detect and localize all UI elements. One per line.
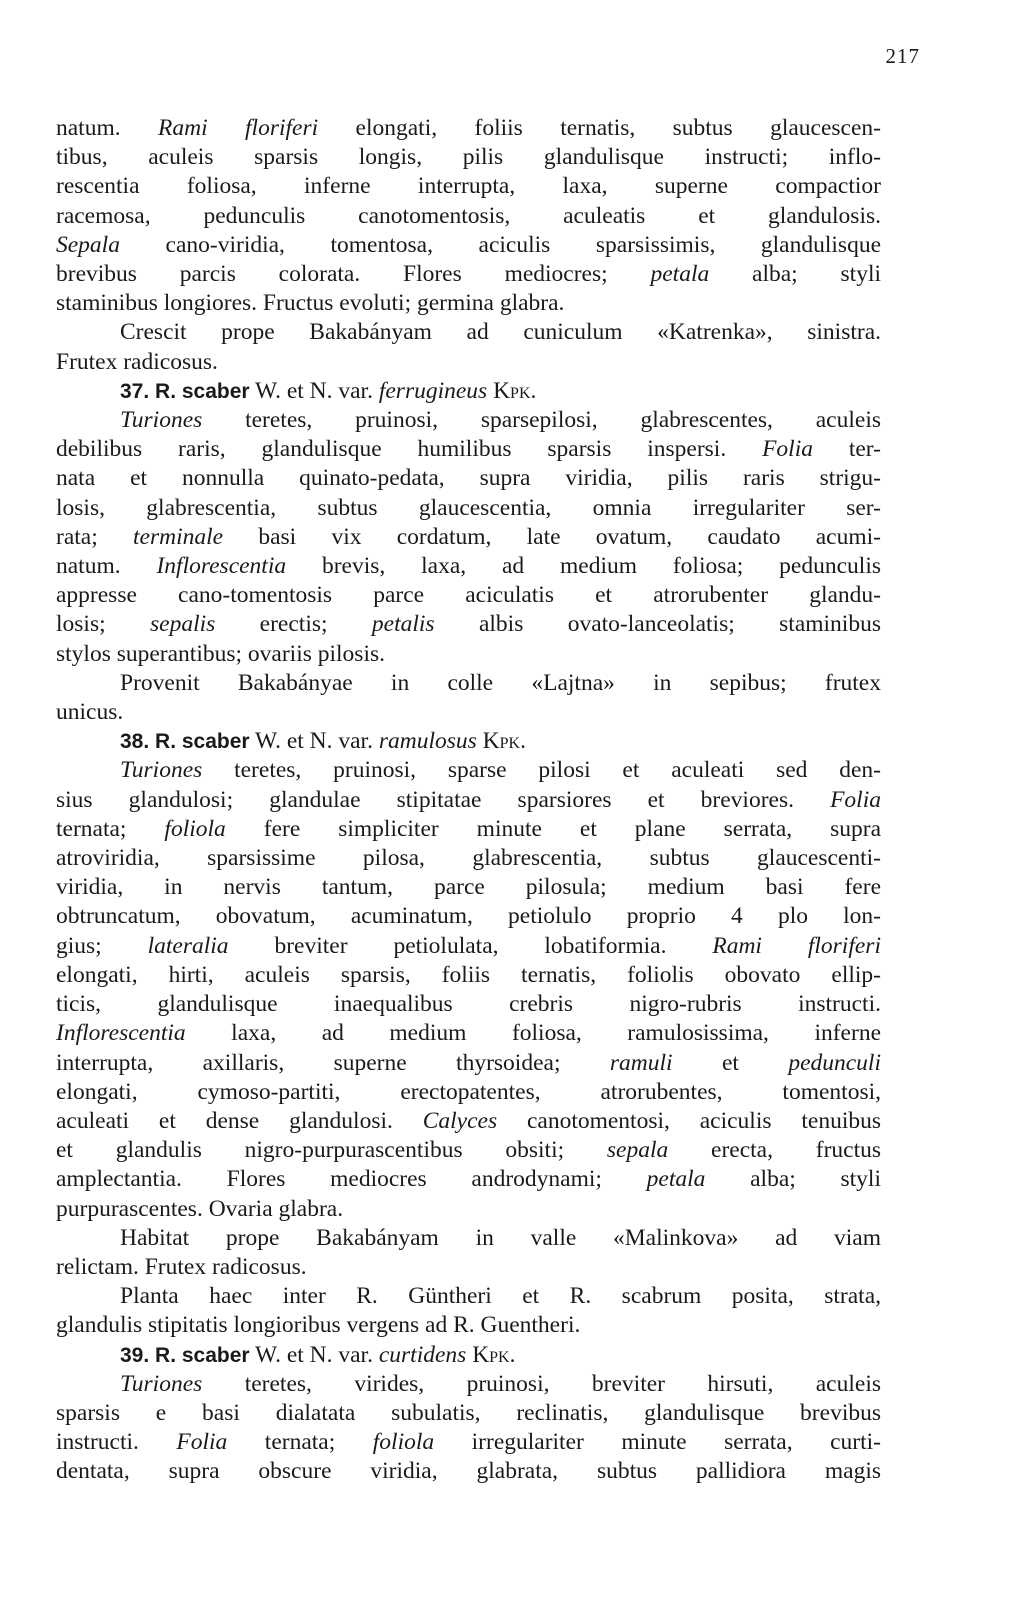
text-segment: Kpk. xyxy=(472,1341,516,1368)
text-line xyxy=(56,435,881,464)
text-line xyxy=(56,1370,881,1399)
text-segment: teretes, virides, pruinosi, breviter hirsuti, aculeis xyxy=(202,1370,881,1397)
text-segment: Crescit prope Bakabányam ad cuniculum «Katrenka», sinistra. xyxy=(120,319,881,346)
text-segment: et glandulis nigro-purpurascentibus obsiti; xyxy=(56,1137,607,1164)
text-line xyxy=(56,231,881,260)
italic-term: foliola xyxy=(164,815,226,842)
text-line xyxy=(56,1399,881,1428)
text-segment: Frutex radicosus. xyxy=(56,348,218,375)
italic-term: Inflorescentia xyxy=(156,553,287,580)
text-line xyxy=(56,727,881,756)
text-segment: ticis, glandulisque inaequalibus crebris nigro-rubris instructi. xyxy=(56,991,881,1018)
text-segment: Provenit Bakabányae in colle «Lajtna» in sepibus; frutex xyxy=(120,669,881,696)
text-segment: fere simpliciter minute et plane serrata, supra xyxy=(225,815,881,842)
text-segment: erectis; xyxy=(215,611,372,638)
text-line xyxy=(56,698,881,727)
text-line xyxy=(56,756,881,785)
text-line xyxy=(56,260,881,289)
text-segment: brevibus parcis colorata. Flores mediocres; xyxy=(56,261,651,288)
italic-term: sepala xyxy=(606,1137,669,1164)
text-segment: appresse cano-tomentosis parce aciculatis et atrorubenter glandu- xyxy=(56,582,881,609)
text-line xyxy=(56,114,881,143)
italic-term: Calyces xyxy=(422,1107,498,1134)
text-segment: teretes, pruinosi, sparse pilosi et aculeati sed den- xyxy=(202,757,881,784)
text-line xyxy=(56,1428,881,1457)
text-line xyxy=(56,640,881,669)
text-segment: relictam. Frutex radicosus. xyxy=(56,1253,307,1280)
text-line xyxy=(56,1107,881,1136)
text-segment: teretes, pruinosi, sparsepilosi, glabrescentes, aculeis xyxy=(202,407,881,434)
text-line xyxy=(56,1224,881,1253)
text-segment: natum. xyxy=(56,553,157,580)
text-line xyxy=(56,377,881,406)
text-line xyxy=(56,961,881,990)
italic-term: curtidens xyxy=(378,1341,467,1368)
text-segment: ternata; xyxy=(56,815,165,842)
text-segment: Kpk. xyxy=(482,728,526,755)
text-segment: ter- xyxy=(812,436,881,463)
text-segment: Habitat prope Bakabányam in valle «Malinkova» ad viam xyxy=(120,1224,881,1251)
text-segment: debilibus raris, glandulisque humilibus sparsis inspersi. xyxy=(56,436,763,463)
text-segment: losis, glabrescentia, subtus glaucescentia, omnia irregulariter ser- xyxy=(56,494,881,521)
text-segment: basi vix cordatum, late ovatum, caudato acumi- xyxy=(223,523,881,550)
italic-term: Folia xyxy=(830,786,881,813)
italic-term: terminale xyxy=(133,523,224,550)
text-line xyxy=(56,1049,881,1078)
text-line xyxy=(56,902,881,931)
text-line xyxy=(56,1457,881,1486)
text-line xyxy=(56,464,881,493)
text-segment: stylos superantibus; ovariis pilosis. xyxy=(56,640,385,667)
text-segment: laxa, ad medium foliosa, ramulosissima, inferne xyxy=(185,1020,881,1047)
text-segment: dentata, supra obscure viridia, glabrata, subtus pallidiora magis xyxy=(56,1458,881,1485)
text-line xyxy=(56,202,881,231)
italic-term: Sepala xyxy=(56,231,120,258)
text-segment: ternata; xyxy=(227,1429,373,1456)
italic-term: Folia xyxy=(176,1429,228,1456)
text-segment: unicus. xyxy=(56,699,124,726)
text-line xyxy=(56,1195,881,1224)
text-line xyxy=(56,348,881,377)
text-segment: W. et N. var. xyxy=(249,1341,379,1368)
italic-term: ramulosus xyxy=(378,728,477,755)
text-line xyxy=(56,581,881,610)
italic-term: petalis xyxy=(371,611,435,638)
entry-heading: 37. R. scaber xyxy=(120,379,250,403)
entry-heading: 39. R. scaber xyxy=(120,1343,250,1367)
text-segment: staminibus longiores. Fructus evoluti; germina glabra. xyxy=(56,290,565,317)
text-line xyxy=(56,318,881,347)
text-segment: breviter petiolulata, lobatiformia. xyxy=(228,932,713,959)
italic-term: sepalis xyxy=(150,611,216,638)
italic-term: lateralia xyxy=(147,932,229,959)
text-line xyxy=(56,610,881,639)
text-segment: viridia, in nervis tantum, parce pilosula; medium basi fere xyxy=(56,874,881,901)
text-segment: albis ovato-lanceolatis; staminibus xyxy=(434,611,881,638)
text-segment: aculeati et dense glandulosi. xyxy=(56,1107,423,1134)
italic-term: Turiones xyxy=(120,757,203,784)
text-segment: W. et N. var. xyxy=(249,728,379,755)
text-line xyxy=(56,1019,881,1048)
text-segment: brevis, laxa, ad medium foliosa; pedunculis xyxy=(286,553,881,580)
text-segment: rata; xyxy=(56,523,134,550)
text-segment: elongati, hirti, aculeis sparsis, foliis ternatis, foliolis obovato ellip- xyxy=(56,961,881,988)
text-segment: irregulariter minute serrata, curti- xyxy=(434,1429,881,1456)
text-segment: alba; styli xyxy=(705,1166,881,1193)
text-segment: sparsis e basi dialatata subulatis, reclinatis, glandulisque brevibus xyxy=(56,1399,881,1426)
italic-term: ramuli xyxy=(609,1049,673,1076)
text-line xyxy=(56,172,881,201)
text-line xyxy=(56,1165,881,1194)
text-line xyxy=(56,1078,881,1107)
text-segment: amplectantia. Flores mediocres androdynami; xyxy=(56,1166,647,1193)
text-line xyxy=(56,844,881,873)
text-segment: glandulis stipitatis longioribus vergens ad R. Guentheri. xyxy=(56,1312,581,1339)
text-line xyxy=(56,990,881,1019)
text-line xyxy=(56,494,881,523)
italic-term: pedunculi xyxy=(788,1049,881,1076)
text-segment: interrupta, axillaris, superne thyrsoidea; xyxy=(56,1049,610,1076)
text-segment: alba; styli xyxy=(709,261,881,288)
text-segment: canotomentosi, aciculis tenuibus xyxy=(497,1107,881,1134)
text-segment: purpurascentes. Ovaria glabra. xyxy=(56,1195,344,1222)
text-segment: instructi. xyxy=(56,1429,177,1456)
text-line xyxy=(56,873,881,902)
text-segment: erecta, fructus xyxy=(668,1137,881,1164)
italic-term: Inflorescentia xyxy=(56,1020,186,1047)
text-segment: cano-viridia, tomentosa, aciculis sparsissimis, glandulisque xyxy=(119,231,881,258)
text-line xyxy=(56,815,881,844)
text-line xyxy=(56,1311,881,1340)
italic-term: petala xyxy=(650,261,710,288)
text-segment: elongati, foliis ternatis, subtus glaucescen- xyxy=(318,115,881,141)
italic-term: Rami floriferi xyxy=(712,932,881,959)
text-line xyxy=(56,552,881,581)
text-segment: obtruncatum, obovatum, acuminatum, petiolulo proprio 4 plo lon- xyxy=(56,903,881,930)
page-number: 217 xyxy=(885,44,920,68)
italic-term: petala xyxy=(646,1166,706,1193)
text-segment: losis; xyxy=(56,611,151,638)
text-line xyxy=(56,669,881,698)
text-segment: sius glandulosi; glandulae stipitatae sparsiores et breviores. xyxy=(56,786,831,813)
italic-term: Folia xyxy=(762,436,813,463)
text-segment: nata et nonnulla quinato-pedata, supra viridia, pilis raris strigu- xyxy=(56,465,881,492)
entry-heading: 38. R. scaber xyxy=(120,730,250,754)
text-segment: atroviridia, sparsissime pilosa, glabrescentia, subtus glaucescenti- xyxy=(56,845,881,872)
italic-term: Turiones xyxy=(120,407,203,434)
text-line xyxy=(56,143,881,172)
text-line xyxy=(56,1136,881,1165)
text-segment: W. et N. var. xyxy=(249,377,379,404)
text-segment: tibus, aculeis sparsis longis, pilis glandulisque instructi; inflo- xyxy=(56,144,881,171)
text-line xyxy=(56,786,881,815)
text-line xyxy=(56,932,881,961)
text-line xyxy=(56,406,881,435)
body-text xyxy=(56,114,881,1487)
text-line xyxy=(56,1253,881,1282)
text-line xyxy=(56,523,881,552)
text-line xyxy=(56,289,881,318)
italic-term: ferrugineus xyxy=(378,377,488,404)
italic-term: foliola xyxy=(372,1429,435,1456)
text-segment: elongati, cymoso-partiti, erectopatentes, atrorubentes, tomentosi, xyxy=(56,1078,881,1105)
italic-term: Rami floriferi xyxy=(158,115,319,141)
text-line xyxy=(56,1282,881,1311)
text-segment: rescentia foliosa, inferne interrupta, laxa, superne compactior xyxy=(56,173,881,200)
text-segment: natum. xyxy=(56,115,159,141)
text-segment: racemosa, pedunculis canotomentosis, aculeatis et glandulosis. xyxy=(56,202,881,229)
text-segment: Kpk. xyxy=(493,377,537,404)
text-segment: gius; xyxy=(56,932,148,959)
text-line xyxy=(56,1341,881,1370)
text-segment: et xyxy=(672,1049,789,1076)
italic-term: Turiones xyxy=(120,1370,203,1397)
text-segment: Planta haec inter R. Güntheri et R. scabrum posita, strata, xyxy=(120,1283,881,1310)
